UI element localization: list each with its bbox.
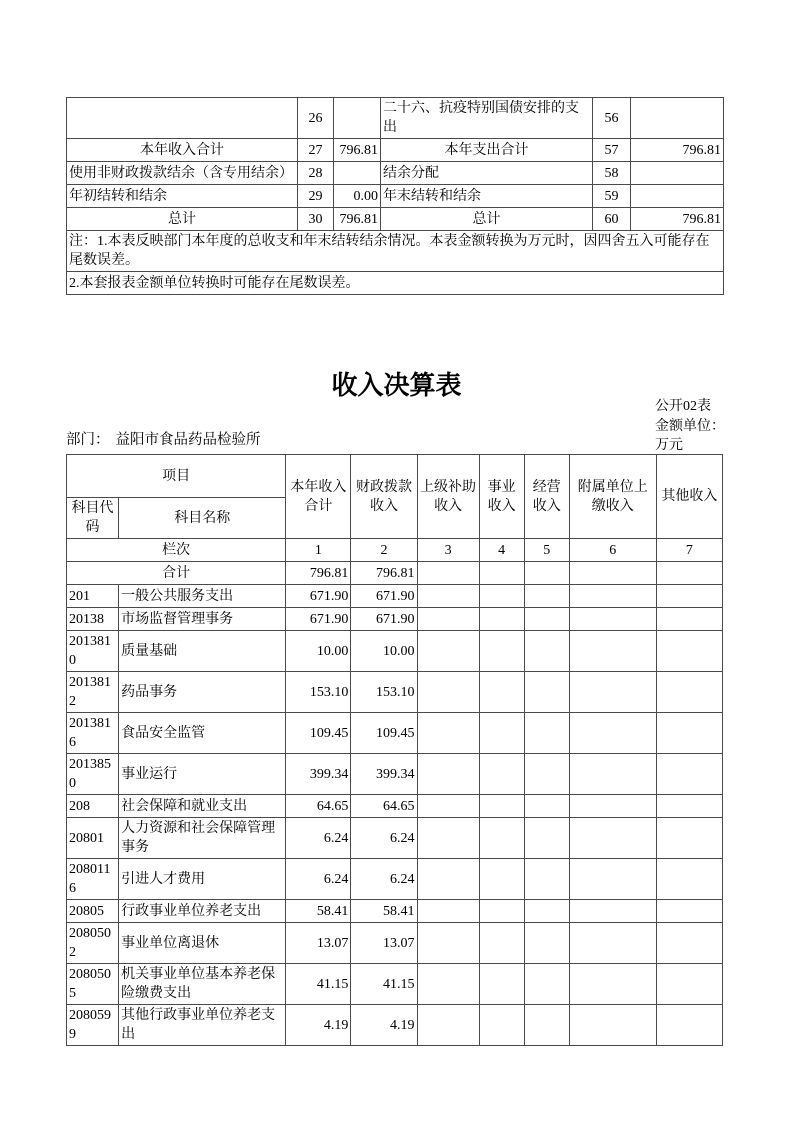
expense-item: 本年支出合计 bbox=[381, 139, 593, 162]
amount-cell bbox=[656, 713, 722, 754]
amount-cell: 4.19 bbox=[351, 1005, 417, 1046]
income-header-row-1 bbox=[67, 455, 723, 498]
amount-cell: 41.15 bbox=[351, 964, 417, 1005]
amount-cell bbox=[417, 608, 479, 631]
subject-code: 2080502 bbox=[67, 923, 119, 964]
table-note: 注：1.本表反映部门本年度的总收支和年末结转结余情况。本表金额转换为万元时，因四舍五入可能存在尾数误差。 bbox=[67, 231, 724, 272]
income-item: 总计 bbox=[67, 208, 298, 231]
amount-cell bbox=[524, 795, 569, 818]
subject-name: 一般公共服务支出 bbox=[119, 585, 286, 608]
amount-cell bbox=[417, 754, 479, 795]
amount-cell bbox=[417, 713, 479, 754]
amount-cell bbox=[569, 964, 656, 1005]
table-note: 2.本套报表金额单位转换时可能存在尾数误差。 bbox=[67, 272, 724, 295]
subject-name: 机关事业单位基本养老保险缴费支出 bbox=[119, 964, 286, 1005]
amount-cell: 13.07 bbox=[351, 923, 417, 964]
total-row bbox=[67, 562, 723, 585]
department-label: 部门： bbox=[66, 432, 110, 448]
income-table bbox=[66, 454, 723, 1046]
income-row bbox=[67, 754, 723, 795]
amount-cell bbox=[479, 818, 524, 859]
income-row bbox=[67, 964, 723, 1005]
amount-cell: 153.10 bbox=[286, 672, 351, 713]
amount-cell bbox=[569, 900, 656, 923]
subject-code: 20801 bbox=[67, 818, 119, 859]
income-row bbox=[67, 608, 723, 631]
income-row bbox=[67, 923, 723, 964]
amount-cell bbox=[569, 923, 656, 964]
amount-cell bbox=[479, 859, 524, 900]
header-subject-code: 科目代码 bbox=[67, 498, 119, 539]
department-line bbox=[66, 428, 261, 449]
amount-cell bbox=[524, 672, 569, 713]
amount-cell bbox=[479, 585, 524, 608]
amount-cell bbox=[479, 631, 524, 672]
income-row bbox=[67, 795, 723, 818]
amount-cell bbox=[656, 672, 722, 713]
amount-cell bbox=[524, 754, 569, 795]
amount-cell bbox=[569, 585, 656, 608]
amount-cell: 64.65 bbox=[286, 795, 351, 818]
subject-code: 2080505 bbox=[67, 964, 119, 1005]
column-index-label: 栏次 bbox=[67, 539, 286, 562]
amount-cell: 671.90 bbox=[286, 585, 351, 608]
total-amount bbox=[656, 562, 722, 585]
income-row bbox=[67, 585, 723, 608]
amount-cell bbox=[569, 859, 656, 900]
amount-cell: 671.90 bbox=[351, 585, 417, 608]
total-amount bbox=[524, 562, 569, 585]
header-col-business-income: 经营收入 bbox=[524, 455, 569, 539]
column-index: 7 bbox=[656, 539, 722, 562]
income-row bbox=[67, 859, 723, 900]
total-amount bbox=[569, 562, 656, 585]
income-amount: 0.00 bbox=[334, 185, 381, 208]
subject-code: 2013850 bbox=[67, 754, 119, 795]
page-title: 收入决算表 bbox=[331, 371, 462, 400]
amount-cell bbox=[569, 631, 656, 672]
amount-cell bbox=[479, 754, 524, 795]
column-index: 6 bbox=[569, 539, 656, 562]
amount-cell: 109.45 bbox=[351, 713, 417, 754]
amount-cell: 10.00 bbox=[286, 631, 351, 672]
subject-code: 2080599 bbox=[67, 1005, 119, 1046]
amount-cell: 671.90 bbox=[351, 608, 417, 631]
table-meta-block bbox=[655, 397, 730, 456]
subject-code: 2013810 bbox=[67, 631, 119, 672]
expense-amount: 796.81 bbox=[631, 139, 724, 162]
amount-cell bbox=[417, 585, 479, 608]
amount-cell bbox=[479, 608, 524, 631]
amount-cell bbox=[524, 713, 569, 754]
expense-amount bbox=[631, 185, 724, 208]
amount-cell bbox=[524, 818, 569, 859]
amount-cell bbox=[417, 1005, 479, 1046]
amount-cell bbox=[524, 608, 569, 631]
income-amount bbox=[334, 98, 381, 139]
income-row bbox=[67, 631, 723, 672]
amount-cell bbox=[656, 818, 722, 859]
amount-cell bbox=[479, 1005, 524, 1046]
subject-name: 事业运行 bbox=[119, 754, 286, 795]
amount-cell: 41.15 bbox=[286, 964, 351, 1005]
amount-cell: 671.90 bbox=[286, 608, 351, 631]
amount-cell bbox=[569, 713, 656, 754]
amount-cell bbox=[524, 1005, 569, 1046]
subject-code: 20805 bbox=[67, 900, 119, 923]
income-row bbox=[67, 818, 723, 859]
amount-cell bbox=[656, 631, 722, 672]
income-item: 使用非财政拨款结余（含专用结余） bbox=[67, 162, 298, 185]
amount-cell bbox=[569, 818, 656, 859]
total-amount: 796.81 bbox=[351, 562, 417, 585]
amount-cell bbox=[524, 964, 569, 1005]
amount-cell: 399.34 bbox=[286, 754, 351, 795]
amount-cell bbox=[656, 608, 722, 631]
expense-item: 年末结转和结余 bbox=[381, 185, 593, 208]
amount-cell bbox=[417, 672, 479, 713]
total-label: 合计 bbox=[67, 562, 286, 585]
department-name: 益阳市食品药品检验所 bbox=[115, 432, 261, 448]
income-line-number: 30 bbox=[298, 208, 334, 231]
note-row bbox=[67, 231, 724, 272]
expense-line-number: 56 bbox=[593, 98, 631, 139]
amount-cell: 58.41 bbox=[351, 900, 417, 923]
income-item bbox=[67, 98, 298, 139]
subject-name: 行政事业单位养老支出 bbox=[119, 900, 286, 923]
header-col-affiliated-unit-income: 附属单位上缴收入 bbox=[569, 455, 656, 539]
column-index: 3 bbox=[417, 539, 479, 562]
header-col-fiscal-appropriation: 财政拨款收入 bbox=[351, 455, 417, 539]
income-line-number: 29 bbox=[298, 185, 334, 208]
amount-cell bbox=[524, 859, 569, 900]
subject-name: 引进人才费用 bbox=[119, 859, 286, 900]
expense-amount bbox=[631, 162, 724, 185]
amount-cell: 4.19 bbox=[286, 1005, 351, 1046]
subject-code: 201 bbox=[67, 585, 119, 608]
header-subject-name: 科目名称 bbox=[119, 498, 286, 539]
amount-cell bbox=[479, 900, 524, 923]
expense-line-number: 58 bbox=[593, 162, 631, 185]
amount-cell bbox=[569, 608, 656, 631]
income-amount: 796.81 bbox=[334, 139, 381, 162]
summary-row bbox=[67, 139, 724, 162]
column-index: 5 bbox=[524, 539, 569, 562]
amount-cell bbox=[479, 923, 524, 964]
amount-cell bbox=[524, 631, 569, 672]
subject-name: 其他行政事业单位养老支出 bbox=[119, 1005, 286, 1046]
subject-code: 2013816 bbox=[67, 713, 119, 754]
expense-item: 二十六、抗疫特别国债安排的支出 bbox=[381, 98, 593, 139]
summary-row bbox=[67, 185, 724, 208]
total-amount bbox=[417, 562, 479, 585]
subject-code: 20138 bbox=[67, 608, 119, 631]
amount-cell bbox=[656, 859, 722, 900]
amount-cell bbox=[417, 923, 479, 964]
amount-cell: 109.45 bbox=[286, 713, 351, 754]
amount-cell bbox=[656, 1005, 722, 1046]
amount-cell: 13.07 bbox=[286, 923, 351, 964]
amount-cell bbox=[479, 672, 524, 713]
note-row bbox=[67, 272, 724, 295]
amount-cell: 6.24 bbox=[286, 818, 351, 859]
unit-label: 金额单位： bbox=[655, 418, 725, 434]
amount-cell: 6.24 bbox=[351, 859, 417, 900]
income-row bbox=[67, 713, 723, 754]
amount-cell bbox=[656, 900, 722, 923]
income-row bbox=[67, 900, 723, 923]
income-item: 年初结转和结余 bbox=[67, 185, 298, 208]
unit-value: 万元 bbox=[655, 438, 683, 453]
amount-cell bbox=[417, 631, 479, 672]
expense-line-number: 59 bbox=[593, 185, 631, 208]
subject-name: 事业单位离退休 bbox=[119, 923, 286, 964]
subject-name: 食品安全监管 bbox=[119, 713, 286, 754]
amount-cell bbox=[524, 923, 569, 964]
amount-cell: 10.00 bbox=[351, 631, 417, 672]
subject-name: 药品事务 bbox=[119, 672, 286, 713]
subject-name: 质量基础 bbox=[119, 631, 286, 672]
subject-name: 人力资源和社会保障管理事务 bbox=[119, 818, 286, 859]
income-line-number: 28 bbox=[298, 162, 334, 185]
income-amount bbox=[334, 162, 381, 185]
table-code-label: 公开02表 bbox=[655, 399, 711, 414]
summary-row bbox=[67, 98, 724, 139]
amount-cell bbox=[479, 795, 524, 818]
amount-cell bbox=[569, 672, 656, 713]
column-index: 4 bbox=[479, 539, 524, 562]
summary-row bbox=[67, 162, 724, 185]
amount-cell bbox=[417, 859, 479, 900]
amount-cell: 6.24 bbox=[351, 818, 417, 859]
amount-cell bbox=[656, 964, 722, 1005]
header-item: 项目 bbox=[67, 455, 286, 498]
summary-row bbox=[67, 208, 724, 231]
amount-cell bbox=[569, 795, 656, 818]
expense-amount: 796.81 bbox=[631, 208, 724, 231]
income-row bbox=[67, 672, 723, 713]
income-line-number: 26 bbox=[298, 98, 334, 139]
column-index: 2 bbox=[351, 539, 417, 562]
total-amount bbox=[479, 562, 524, 585]
expense-line-number: 57 bbox=[593, 139, 631, 162]
amount-cell bbox=[524, 900, 569, 923]
amount-cell bbox=[569, 1005, 656, 1046]
amount-cell bbox=[656, 795, 722, 818]
amount-cell: 64.65 bbox=[351, 795, 417, 818]
amount-cell bbox=[417, 900, 479, 923]
amount-cell bbox=[569, 754, 656, 795]
subject-name: 社会保障和就业支出 bbox=[119, 795, 286, 818]
amount-cell bbox=[417, 818, 479, 859]
amount-cell bbox=[479, 713, 524, 754]
expense-item: 总计 bbox=[381, 208, 593, 231]
header-col-superior-subsidy: 上级补助收入 bbox=[417, 455, 479, 539]
amount-cell bbox=[656, 923, 722, 964]
amount-cell: 58.41 bbox=[286, 900, 351, 923]
header-col-other-income: 其他收入 bbox=[656, 455, 722, 539]
amount-cell bbox=[656, 585, 722, 608]
income-row bbox=[67, 1005, 723, 1046]
subject-code: 2013812 bbox=[67, 672, 119, 713]
amount-cell bbox=[524, 585, 569, 608]
header-col-operational-income: 事业收入 bbox=[479, 455, 524, 539]
amount-cell: 6.24 bbox=[286, 859, 351, 900]
income-line-number: 27 bbox=[298, 139, 334, 162]
amount-cell bbox=[417, 795, 479, 818]
total-amount: 796.81 bbox=[286, 562, 351, 585]
amount-cell: 153.10 bbox=[351, 672, 417, 713]
amount-cell bbox=[479, 964, 524, 1005]
amount-cell: 399.34 bbox=[351, 754, 417, 795]
amount-cell bbox=[656, 754, 722, 795]
subject-code: 2080116 bbox=[67, 859, 119, 900]
column-index-row bbox=[67, 539, 723, 562]
summary-balance-table bbox=[66, 97, 724, 295]
subject-code: 208 bbox=[67, 795, 119, 818]
expense-amount bbox=[631, 98, 724, 139]
amount-cell bbox=[417, 964, 479, 1005]
expense-item: 结余分配 bbox=[381, 162, 593, 185]
expense-line-number: 60 bbox=[593, 208, 631, 231]
subject-name: 市场监督管理事务 bbox=[119, 608, 286, 631]
income-item: 本年收入合计 bbox=[67, 139, 298, 162]
income-amount: 796.81 bbox=[334, 208, 381, 231]
column-index: 1 bbox=[286, 539, 351, 562]
header-col-total-income: 本年收入合计 bbox=[286, 455, 351, 539]
